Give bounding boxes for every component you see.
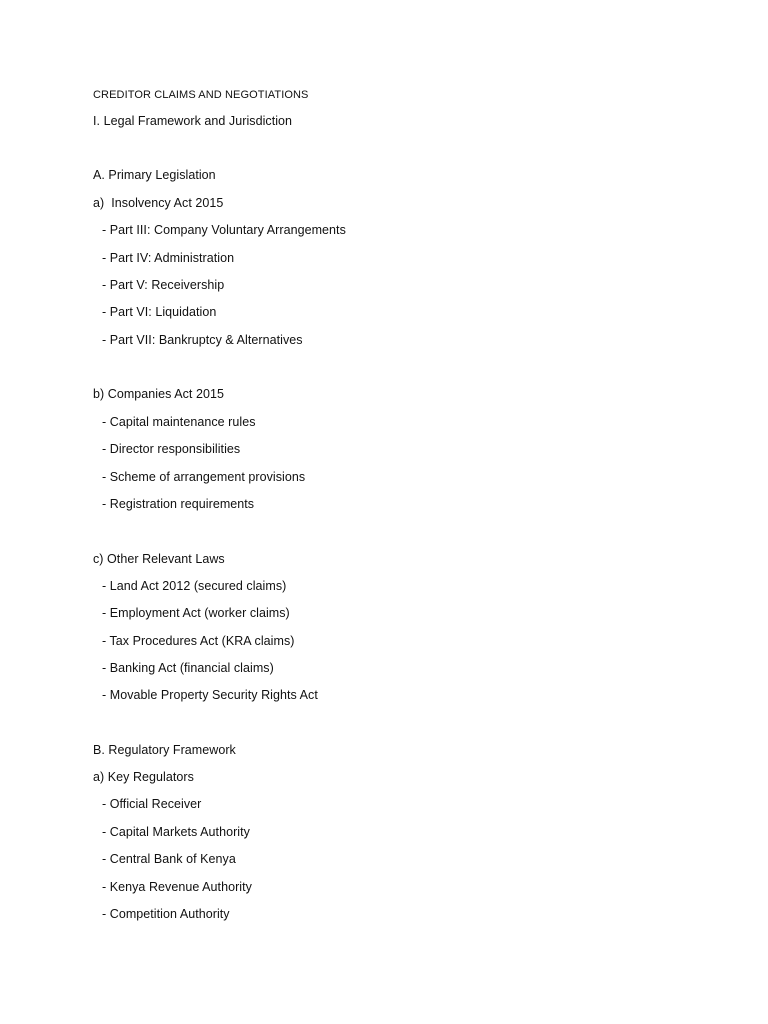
list-item: - Part VII: Bankruptcy & Alternatives: [102, 333, 303, 347]
list-item: - Kenya Revenue Authority: [102, 880, 252, 894]
key-regulators-heading: a) Key Regulators: [93, 770, 194, 784]
list-item: - Competition Authority: [102, 907, 230, 921]
list-item: - Capital maintenance rules: [102, 415, 256, 429]
regulatory-framework-heading: B. Regulatory Framework: [93, 743, 236, 757]
document-title: CREDITOR CLAIMS AND NEGOTIATIONS: [93, 89, 309, 101]
other-laws-heading: c) Other Relevant Laws: [93, 552, 225, 566]
list-item: - Registration requirements: [102, 497, 255, 511]
list-item: - Banking Act (financial claims): [102, 661, 274, 675]
list-item: - Scheme of arrangement provisions: [102, 470, 306, 484]
list-item: - Employment Act (worker claims): [102, 606, 290, 620]
section-heading: I. Legal Framework and Jurisdiction: [93, 114, 293, 128]
list-item: - Central Bank of Kenya: [102, 852, 236, 866]
companies-act-heading: b) Companies Act 2015: [93, 387, 224, 401]
list-item: - Part IV: Administration: [102, 251, 235, 265]
list-item: - Part VI: Liquidation: [102, 305, 217, 319]
list-item: - Capital Markets Authority: [102, 825, 250, 839]
insolvency-act-heading: a) Insolvency Act 2015: [93, 196, 224, 210]
list-item: - Movable Property Security Rights Act: [102, 688, 318, 702]
primary-legislation-heading: A. Primary Legislation: [93, 168, 216, 182]
list-item: - Part V: Receivership: [102, 278, 225, 292]
list-item: - Land Act 2012 (secured claims): [102, 579, 287, 593]
list-item: - Tax Procedures Act (KRA claims): [102, 634, 295, 648]
list-item: - Part III: Company Voluntary Arrangements: [102, 223, 346, 237]
list-item: - Official Receiver: [102, 797, 202, 811]
list-item: - Director responsibilities: [102, 442, 241, 456]
